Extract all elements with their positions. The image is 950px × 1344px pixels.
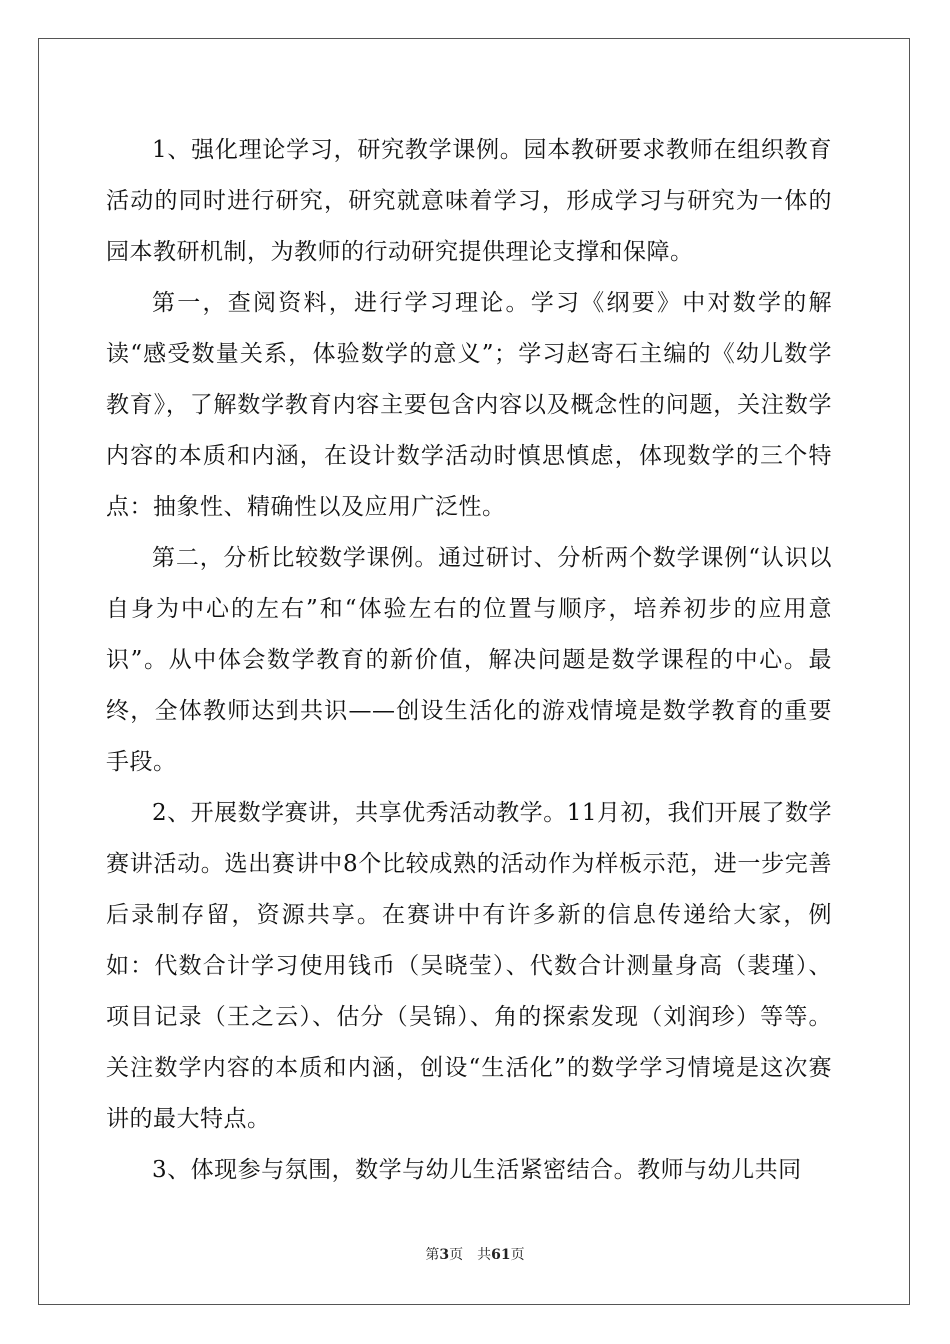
total-suffix: 页 (510, 1247, 525, 1263)
paragraph-2: 第一，查阅资料，进行学习理论。学习《纲要》中对数学的解读“感受数量关系，体验数学的意义”；学习赵寄石主编的《幼儿数学教育》，了解数学教育内容主要包含内容以及概念性的问题，关注数学内容的本质和内涵，在设计数学活动时慎思慎虑，体现数学的三个特点：抽象性、精确性以及应用广泛性。 (106, 290, 832, 520)
page-total: 61 (491, 1247, 511, 1263)
page-footer (0, 1246, 950, 1264)
page-current: 3 (439, 1247, 450, 1263)
document-body (106, 125, 832, 1196)
page-prefix: 第 (425, 1247, 440, 1263)
total-prefix: 共 (477, 1247, 492, 1263)
paragraph-5: 3、体现参与氛围，数学与幼儿生活紧密结合。教师与幼儿共同 (152, 1157, 802, 1183)
paragraph-4: 2、开展数学赛讲，共享优秀活动教学。11月初，我们开展了数学赛讲活动。选出赛讲中8个比较成熟的活动作为样板示范，进一步完善后录制存留，资源共享。在赛讲中有许多新的信息传递给大家，例如：代数合计学习使用钱币（吴晓莹）、代数合计测量身高（裴瑾）、项目记录（王之云）、估分（吴锦）、角的探索发现（刘润珍）等等。关注数学内容的本质和内涵，创设“生活化”的数学学习情境是这次赛讲的最大特点。 (106, 800, 832, 1132)
paragraph-1: 1、强化理论学习，研究教学课例。园本教研要求教师在组织教育活动的同时进行研究，研究就意味着学习，形成学习与研究为一体的园本教研机制，为教师的行动研究提供理论支撑和保障。 (106, 137, 832, 265)
paragraph-3: 第二，分析比较数学课例。通过研讨、分析两个数学课例“认识以自身为中心的左右”和“体验左右的位置与顺序，培养初步的应用意识”。从中体会数学教育的新价值，解决问题是数学课程的中心。最终，全体教师达到共识——创设生活化的游戏情境是数学教育的重要手段。 (106, 545, 832, 775)
page-suffix: 页 (449, 1247, 464, 1263)
